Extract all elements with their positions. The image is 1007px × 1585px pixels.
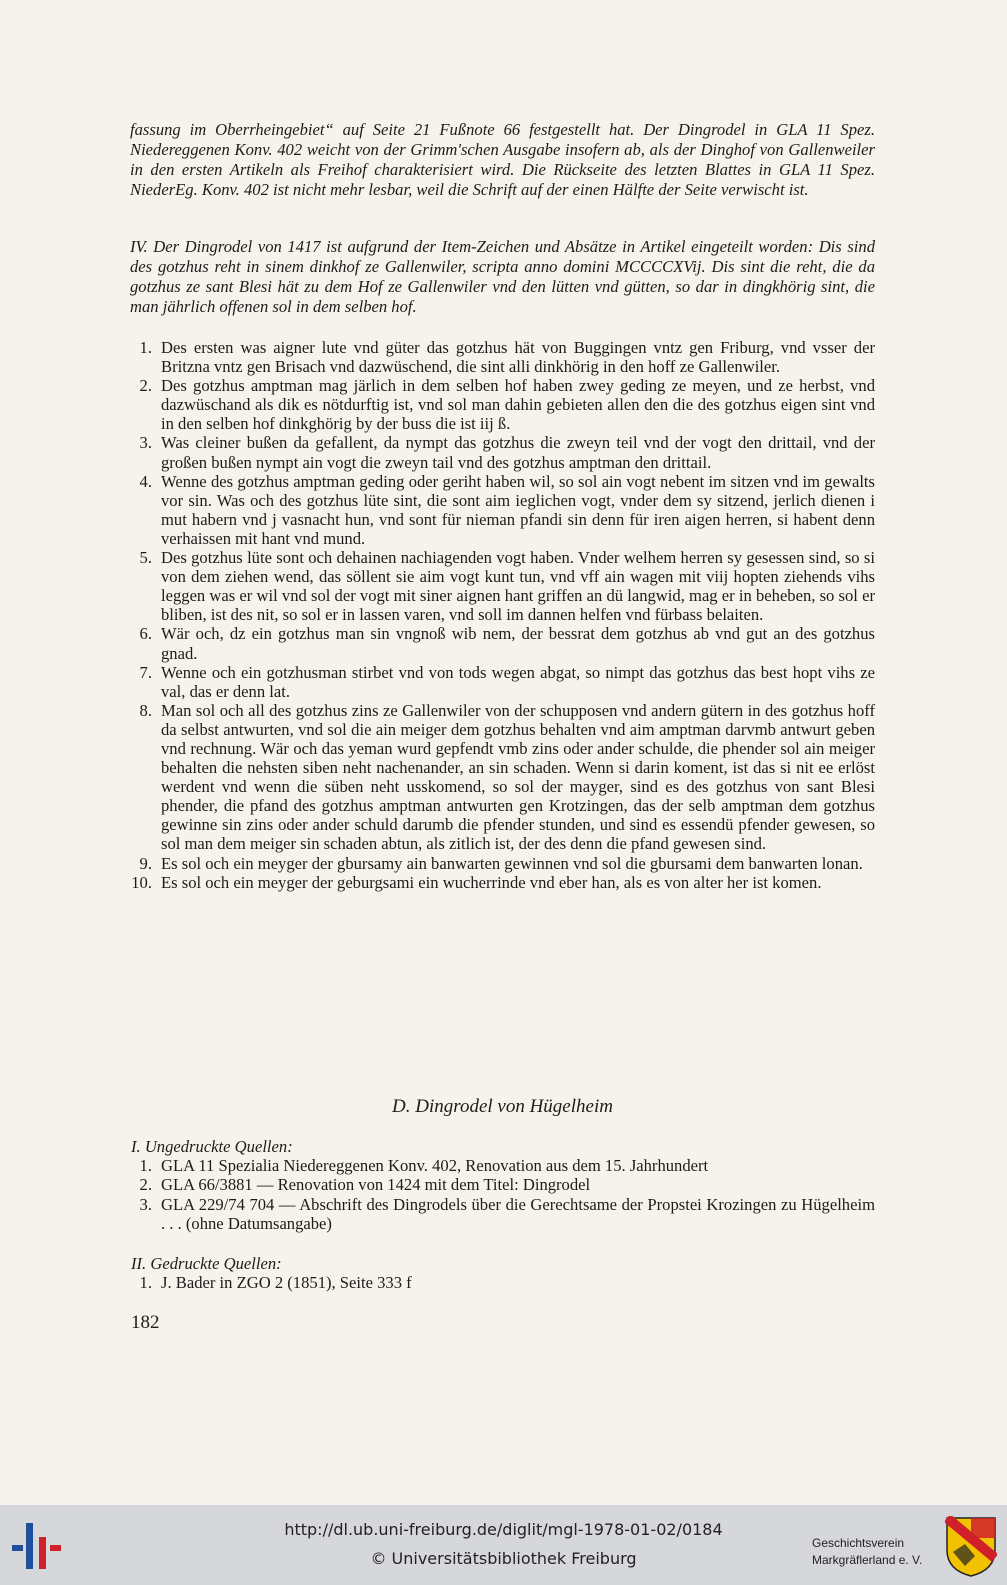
- item-number: 9.: [139, 853, 152, 873]
- item-number: 1.: [139, 1273, 152, 1292]
- item-number: 3.: [139, 1194, 152, 1214]
- section-d-heading: D. Dingrodel von Hügelheim: [392, 1096, 613, 1117]
- item-number: 8.: [139, 700, 152, 720]
- list-item: [130, 338, 875, 376]
- item-text: GLA 66/3881 — Renovation von 1424 mit dem Titel: Dingrodel: [161, 1175, 591, 1195]
- item-text: Wenne och ein gotzhusman stirbet vnd von tods wegen abgat, so nimpt das gotzhus das best hopt vihs ze val, das er denn lat.: [161, 662, 875, 701]
- printed-sources-list: [130, 1273, 875, 1292]
- item-text: GLA 11 Spezialia Niedereggenen Konv. 402, Renovation aus dem 15. Jahrhundert: [161, 1156, 709, 1175]
- list-item: [130, 663, 875, 701]
- item-number: 6.: [139, 624, 152, 644]
- page-number: 182: [131, 1312, 160, 1333]
- list-item: [130, 472, 875, 548]
- list-item: [130, 1195, 875, 1234]
- section-iv-paragraph: IV. Der Dingrodel von 1417 ist aufgrund der Item-Zeichen und Absätze in Artikel eingeteilt worden: Dis sind des gotzhus reht in sinem dinkhof ze Gallenwiler, scripta anno domini MCCCCXVij. Dis sint die reht, die da gotzhus ze sant Blesi hät zu dem Hof ze Gallenwiler vnd den lütten vnd gütten, so dar in dingkhörig sint, die man jährlich offenen sol in dem selben hof.: [130, 237, 875, 316]
- item-number: 4.: [139, 471, 152, 491]
- society-name: [812, 1535, 922, 1569]
- society-name-line2: Markgräflerland e. V.: [812, 1553, 923, 1567]
- viewer-footer: [0, 1505, 1007, 1585]
- unprinted-sources-list: [130, 1156, 875, 1234]
- articles-list: [130, 338, 875, 892]
- society-name-line1: Geschichtsverein: [812, 1536, 905, 1550]
- list-item: [130, 873, 875, 892]
- item-text: Man sol och all des gotzhus zins ze Gallenwiler von der schupposen vnd andern gütern in des gotzhus hoff da selbst antwurten, vnd sol die ain meiger dem gotzhus behalten vnd aim amptman darvmb antwurt geben vnd rechnung. Wär och das yeman wurd gepfendt vmb zins oder ander schulde, die phender sol ain meiger behalten die nehsten siben neht nachenander, an sin schaden. Wenn si darin koment, ist das si nit ee erlöst werdent vnd wenn die süben neht usskomend, so sol der mayger, sind es des gotzhus von sant Blesi phender, die pfand des gotzhus amptman antwurten gen Krotzingen, das der selb amptman dem gotzhus gewinne sin zins oder ander schuld darumb die pfender stunden, und sind es essendü pfender gewesen, so sol man dem meiger sin schaden abtun, als zitlich ist, der des denn die pfand gewesen sind.: [161, 700, 875, 854]
- item-text: Wenne des gotzhus amptman geding oder geriht haben wil, so sol ain vogt nebent im sitzen vnd im gewalts vor sin. Was och des gotzhus lüte sint, die sont aim ieglichen vogt, vnder dem sy sitzend, jerlich dienen i mut habern vnd j vasnacht hun, vnd sont für nieman pfandi sin denn für iren aigen herren, si habent denn verhaissen mit hant vnd mund.: [161, 471, 875, 548]
- item-text: Des gotzhus lüte sont och dehainen nachiagenden vogt haben. Vnder welhem herren sy gesessen sind, so si von dem ziehen wend, das söllent sie aim vogt kunt tun, vnd vff ain wagen mit viij hopten ziehends vihs leggen was er wil vnd sol der vogt mit siner aignen hant griffen an dü langwid, mag er in beheben, so sol er bliben, ist des nit, so sol er in lassen varen, vnd soll im dannen helfen vnd fürbass belaiten.: [161, 548, 875, 625]
- item-text: GLA 229/74 704 — Abschrift des Dingrodels über die Gerechtsame der Propstei Krozingen zu Hügelheim . . . (ohne Datumsangabe): [161, 1194, 875, 1234]
- item-text: Es sol och ein meyger der gbursamy ain banwarten gewinnen vnd sol die gbursami dem banwarten lonan.: [161, 853, 863, 873]
- item-number: 2.: [139, 1175, 152, 1195]
- item-text: Es sol och ein meyger der geburgsami ein wucherrinde vnd eber han, als es von alter her ist komen.: [161, 872, 822, 892]
- item-text: Des ersten was aigner lute vnd güter das gotzhus hät von Buggingen vntz gen Friburg, vnd vsser der Britzna vntz gen Brisach vnd dazwüschend, die sint alli dinkhörig in den hoff ze Gallenwiler.: [161, 338, 875, 377]
- list-item: [130, 1273, 875, 1292]
- item-text: J. Bader in ZGO 2 (1851), Seite 333 f: [161, 1273, 412, 1292]
- list-item: [130, 854, 875, 873]
- item-text: Des gotzhus amptman mag järlich in dem selben hof haben zwey geding ze meyen, und ze herbst, vnd dazwüschand als dik es nötdurftig ist, vnd sol man dahin gebieten allen den die des gotzhus eigen sint vnd in den selben hof dinkghörig by der buss die ist iij ß.: [161, 376, 875, 434]
- list-item: [130, 701, 875, 854]
- item-number: 1.: [139, 1156, 152, 1175]
- item-number: 3.: [139, 433, 152, 453]
- list-item: [130, 1175, 875, 1194]
- item-number: 7.: [139, 662, 152, 682]
- document-url-link[interactable]: http://dl.ub.uni-freiburg.de/diglit/mgl-1978-01-02/0184: [284, 1520, 723, 1539]
- unprinted-sources-label: I. Ungedruckte Quellen:: [131, 1137, 293, 1156]
- item-number: 5.: [139, 548, 152, 568]
- list-item: [130, 1156, 875, 1175]
- coat-of-arms-icon: [945, 1516, 997, 1578]
- item-number: 2.: [139, 376, 152, 396]
- list-item: [130, 376, 875, 433]
- item-number: 1.: [139, 338, 152, 357]
- list-item: [130, 548, 875, 624]
- item-text: Wär och, dz ein gotzhus man sin vngnoß wib nem, der bessrat dem gotzhus ab vnd gut an des gotzhus gnad.: [161, 624, 875, 663]
- list-item: [130, 624, 875, 662]
- list-item: [130, 433, 875, 471]
- intro-paragraph: fassung im Oberrheingebiet“ auf Seite 21 Fußnote 66 festgestellt hat. Der Dingrodel in GLA 11 Spez. Niedereggenen Konv. 402 weicht von der Grimm'schen Ausgabe insofern ab, als der Dinghof von Gallenweiler in den ersten Artikeln als Freihof charakterisiert wird. Die Rückseite des letzten Blattes in GLA 11 Spez. NiederEg. Konv. 402 ist nicht mehr lesbar, weil die Schrift auf der einen Hälfte der Seite verwischt ist.: [130, 120, 875, 199]
- item-number: 10.: [131, 872, 152, 892]
- item-text: Was cleiner bußen da gefallent, da nympt das gotzhus die zweyn teil vnd der vogt den drittail, vnd der großen bußen nympt ain vogt die zweyn tail vnd des gotzhus amptman den drittail.: [161, 433, 875, 472]
- copyright-notice: © Universitätsbibliothek Freiburg: [370, 1549, 637, 1568]
- printed-sources-label: II. Gedruckte Quellen:: [131, 1254, 282, 1273]
